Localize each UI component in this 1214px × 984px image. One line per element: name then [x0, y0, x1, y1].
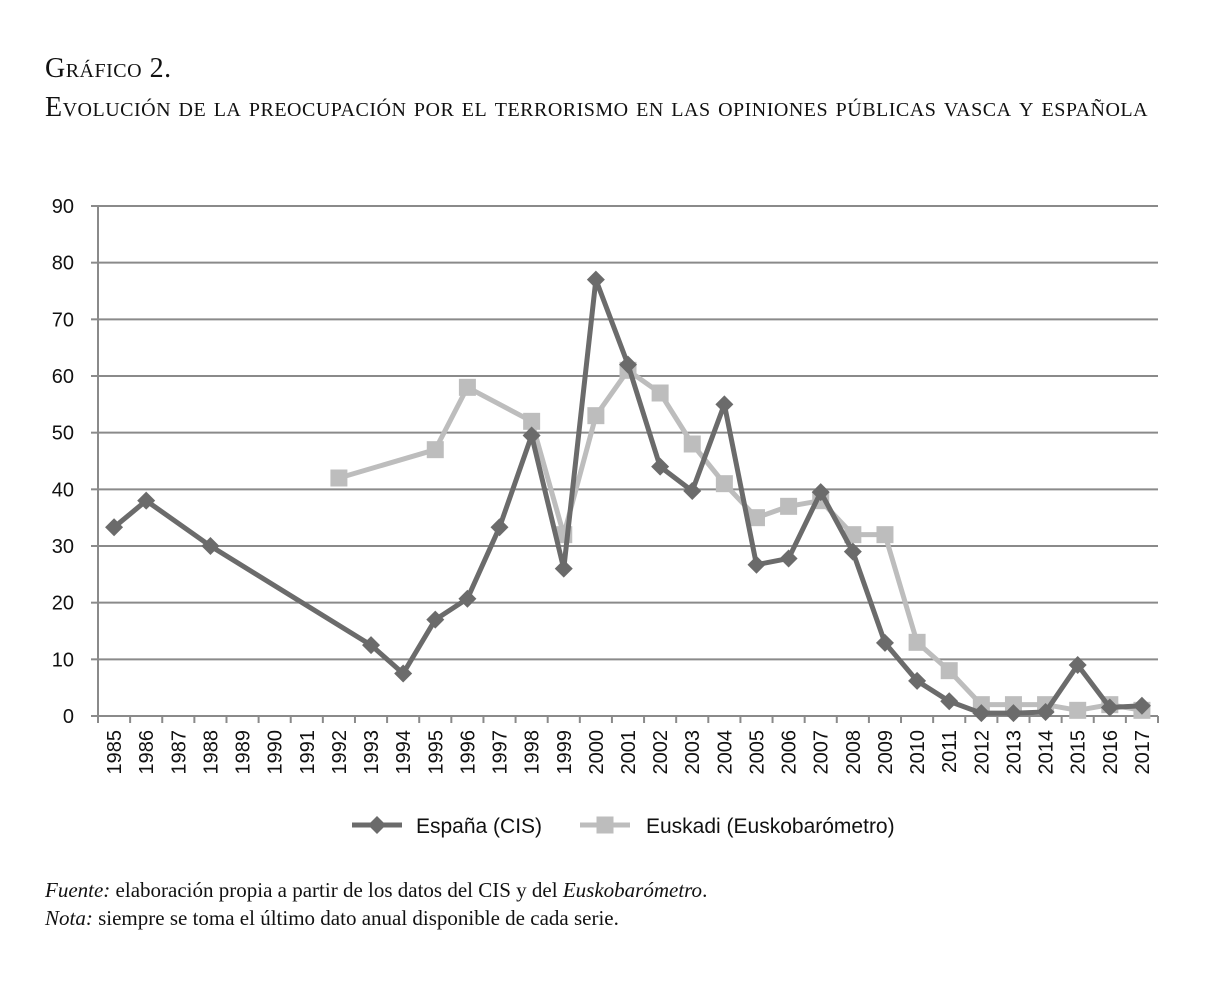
y-tick-label: 60 — [51, 366, 74, 388]
series-line-espana — [114, 280, 1142, 714]
x-tick-label: 1992 — [328, 730, 351, 775]
y-tick-label: 30 — [51, 536, 74, 558]
source-note — [45, 876, 707, 904]
x-tick-label: 1985 — [104, 730, 127, 775]
data-point-espana — [747, 556, 765, 574]
x-tick-label: 1999 — [553, 730, 576, 775]
x-tick-label: 2011 — [939, 730, 962, 774]
data-point-euskadi — [941, 662, 958, 679]
figure-label: Gráfico 2. — [45, 53, 172, 84]
legend-marker-espana — [368, 816, 386, 834]
note-label: Nota: — [45, 906, 93, 930]
y-tick-label: 40 — [51, 479, 74, 502]
x-tick-label: 2006 — [778, 730, 801, 775]
x-tick-label: 2005 — [746, 730, 769, 775]
source-label: Fuente: — [45, 878, 111, 902]
x-tick-label: 2016 — [1099, 730, 1122, 775]
y-tick-labels — [52, 196, 74, 728]
legend — [352, 815, 895, 838]
x-tick-label: 1998 — [521, 730, 544, 775]
data-point-euskadi — [909, 634, 926, 651]
x-tick-label: 1991 — [296, 730, 319, 775]
x-tick-label: 1993 — [361, 730, 384, 775]
data-point-euskadi — [652, 385, 669, 402]
x-tick-label: 2012 — [971, 730, 994, 775]
x-tick-label: 1987 — [168, 730, 191, 775]
x-tick-label: 1990 — [264, 730, 287, 775]
method-note — [45, 904, 707, 932]
x-tick-label: 2009 — [874, 730, 897, 775]
x-tick-label: 2008 — [842, 730, 865, 775]
data-point-euskadi — [427, 441, 444, 458]
data-point-euskadi — [780, 498, 797, 515]
y-tick-label: 0 — [62, 706, 74, 728]
data-point-espana — [491, 518, 509, 536]
legend-marker-euskadi — [597, 817, 614, 834]
x-tick-label: 1996 — [457, 730, 480, 775]
figure-notes — [45, 876, 707, 932]
data-point-euskadi — [876, 526, 893, 543]
data-point-euskadi — [716, 475, 733, 492]
source-text-1: elaboración propia a partir de los datos del CIS y del — [110, 878, 563, 902]
x-tick-label: 1995 — [425, 730, 448, 775]
source-italic: Euskobarómetro — [562, 878, 703, 902]
x-tick-label: 1994 — [393, 730, 416, 775]
y-tick-label: 70 — [51, 309, 74, 332]
x-tick-labels — [104, 730, 1154, 775]
note-text: siempre se toma el último dato anual disponible de cada serie. — [92, 906, 619, 930]
x-tick-label: 2003 — [682, 730, 705, 775]
source-text-2: . — [702, 878, 708, 902]
data-point-espana — [780, 549, 798, 567]
x-tick-label: 1988 — [200, 730, 223, 775]
x-tick-label: 2017 — [1131, 730, 1154, 775]
legend-label-espana: España (CIS) — [416, 815, 543, 838]
data-point-euskadi — [459, 379, 476, 396]
x-tick-label: 1989 — [232, 730, 255, 775]
x-tick-label: 2007 — [810, 730, 833, 775]
figure-title: Evolución de la preocupación por el terrorismo en las opiniones públicas vasca y española — [45, 92, 1149, 123]
x-tick-label: 2000 — [585, 730, 608, 775]
data-point-espana — [587, 271, 605, 289]
y-tick-label: 20 — [51, 592, 74, 615]
x-tick-label: 2015 — [1067, 730, 1090, 775]
x-tick-label: 2010 — [907, 730, 930, 775]
y-tick-label: 10 — [51, 649, 74, 672]
y-tick-label: 50 — [51, 422, 74, 445]
x-tick-label: 2001 — [618, 730, 640, 775]
x-tick-label: 2013 — [1003, 730, 1026, 775]
data-point-euskadi — [684, 436, 701, 453]
series — [105, 271, 1151, 723]
x-tick-label: 2002 — [650, 730, 673, 775]
data-point-espana — [715, 395, 733, 413]
x-tick-label: 2004 — [714, 730, 737, 775]
x-tick-label: 1997 — [489, 730, 512, 775]
data-point-euskadi — [587, 407, 604, 424]
legend-label-euskadi: Euskadi (Euskobarómetro) — [646, 815, 895, 838]
x-tick-label: 1986 — [136, 730, 159, 775]
grid-lines — [98, 206, 1158, 659]
axes — [91, 206, 1158, 723]
data-point-euskadi — [330, 470, 347, 487]
x-tick-label: 2014 — [1035, 730, 1058, 775]
y-tick-label: 90 — [51, 196, 74, 218]
data-point-espana — [555, 560, 573, 578]
y-tick-label: 80 — [51, 252, 74, 275]
data-point-euskadi — [1069, 702, 1086, 719]
